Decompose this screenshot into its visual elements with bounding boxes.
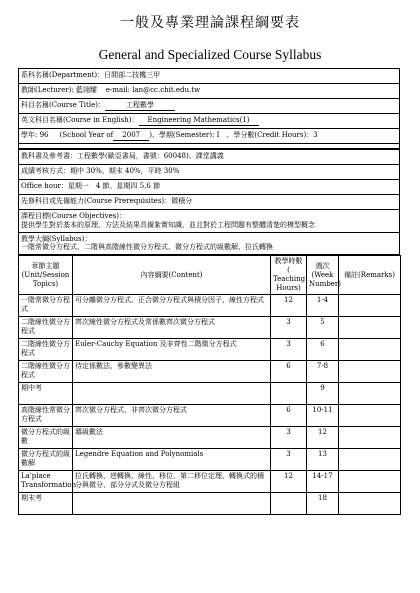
content-cell: 冪級數法 [73,427,271,449]
table-row [19,339,401,361]
remarks-cell [339,339,401,361]
table-row [19,295,401,317]
course-english-row [19,114,399,129]
table-row [19,383,401,405]
content-cell: 拉氏轉換、逆轉換、線性、移位、第二移位定理、轉換式的積分與微分、部分分式及微分方程組 [73,471,271,493]
content-cell: 待定係數法、參數變異法 [73,361,271,383]
topic-cell: 一階常微分方程式 [19,295,73,317]
syllabus-table [18,255,401,515]
table-row [19,493,401,515]
week-cell: 7-8 [307,361,339,383]
hours-cell: 12 [271,471,307,493]
topic-cell: 高階線性常微分方程式 [19,405,73,427]
remarks-cell [339,317,401,339]
syllabus-row [19,233,399,256]
header-week-line: 週次 [315,261,330,270]
table-row [19,317,401,339]
content-cell: Legendre Equation and Polynomials [73,449,271,471]
week-cell: 5 [307,317,339,339]
syllabus-sheet [18,68,400,515]
header-topic [19,256,73,295]
table-row [19,405,401,427]
header-topic-line: (Unit/Session [21,270,70,279]
course-info-block [18,68,400,144]
table-row [19,471,401,493]
hours-cell: 3 [271,339,307,361]
hours-cell [271,493,307,515]
content-cell: 齊次微分方程式、非齊次微分方程式 [73,405,271,427]
lecturer-name: 藍翊耀 [75,86,97,94]
page-title-en: General and Specialized Course Syllabus [98,47,322,62]
topic-cell: 二階線性微分方程式 [19,317,73,339]
objectives-text: 提供學生對於基本的原理、方法及結果具備紮實知識，並且對於工程問題有整體清楚的模型概念 [21,220,315,229]
textbook-row: 教科書及參考書：工程數學(歐亞書局，書號：60048)、課堂講義 [19,149,399,165]
content-cell: 可分離微分方程式、正合微分方程式與積分因子、線性方程式 [73,295,271,317]
table-header-row [19,256,401,295]
lecturer-row [19,84,399,99]
header-hours-line: ( Teaching [273,266,306,284]
content-cell: Euler-Cauchy Equation 及非齊性二階微分方程式 [73,339,271,361]
prerequisites-row: 先修科目或先備能力(Course Prerequisites)：微積分 [19,195,399,210]
header-topic-line: 章節主題 [31,261,60,270]
hours-cell: 3 [271,427,307,449]
office-hour-row: Office hour：星期一 4 節、星期四 5,6 節 [19,180,399,195]
syllabus-label: 教學大綱(Syllabus)： [21,234,92,243]
remarks-cell [339,449,401,471]
week-cell: 1-4 [307,295,339,317]
week-cell: 10-11 [307,405,339,427]
school-year-value: 2007 [113,131,149,141]
grading-row: 成績考核方式：期中 30%、期末 40%，平時 30% [19,165,399,180]
hours-cell: 3 [271,317,307,339]
header-week-line: Number) [309,279,341,288]
topic-cell: 微分方程式的級數解 [19,449,73,471]
remarks-cell [339,427,401,449]
page-title-zh: 一般及專業理論課程綱要表 [120,15,300,31]
remarks-cell [339,471,401,493]
header-hours [271,256,307,295]
school-year-label: (School Year of [59,131,114,139]
header-week [307,256,339,295]
week-cell: 12 [307,427,339,449]
department-row: 系科名稱(Department)：日間部二技機三甲 [19,69,399,84]
course-title-row [19,99,399,114]
remarks-cell [339,361,401,383]
content-cell [73,493,271,515]
remarks-cell [339,295,401,317]
hours-cell: 6 [271,405,307,427]
course-title-label: 科目名稱(Course Title)： [21,101,105,109]
topic-cell: 二階線性微分方程式 [19,361,73,383]
lecturer-label: 教師(Lecturer): [21,86,76,94]
remarks-cell [339,405,401,427]
topic-cell: 二階線性微分方程式 [19,339,73,361]
header-remarks: 備註(Remarks) [339,256,401,295]
course-title-value: 工程數學 [105,101,175,111]
topic-cell: 期中考 [19,383,73,405]
table-row [19,361,401,383]
header-hours-line: Hours) [276,284,301,293]
header-hours-line: 教學時數 [274,257,303,265]
week-cell: 9 [307,383,339,405]
week-cell: 14-17 [307,471,339,493]
lecturer-email: e-mail: lan@cc.chit.edu.tw [105,86,201,94]
semester-credit-text: )、學期(Semester): I 、學分數(Credit Hours)：3 [149,131,318,139]
hours-cell: 6 [271,361,307,383]
course-detail-block [18,148,400,255]
objectives-label: 課程目標(Course Objectives)： [21,212,127,220]
year-label: 學年: 96 [21,131,49,139]
week-cell: 13 [307,449,339,471]
hours-cell [271,383,307,405]
remarks-cell [339,493,401,515]
remarks-cell [339,383,401,405]
year-semester-row [19,129,399,144]
week-cell: 18 [307,493,339,515]
hours-cell: 12 [271,295,307,317]
topic-cell: 微分方程式的級數 [19,427,73,449]
syllabus-text: 一階常微分方程式、二階與高階線性微分方程式、微分方程式的級數解、拉氏轉換 [21,243,273,252]
objectives-row [19,210,399,233]
topic-cell: 期末考 [19,493,73,515]
content-cell: 齊次線性微分方程式及常係數齊次微分方程式 [73,317,271,339]
table-row [19,427,401,449]
course-english-label: 英文科目名稱(Course in English)： [21,116,139,124]
hours-cell: 3 [271,449,307,471]
table-row [19,449,401,471]
content-cell [73,383,271,405]
header-week-line: (Week [311,270,334,279]
topic-cell: La'place Transformation [19,471,73,493]
course-english-value: Engineering Mathematics(1) [139,116,259,126]
header-content: 內容綱要(Content) [73,256,271,295]
header-topic-line: Topics) [32,279,59,288]
week-cell: 6 [307,339,339,361]
